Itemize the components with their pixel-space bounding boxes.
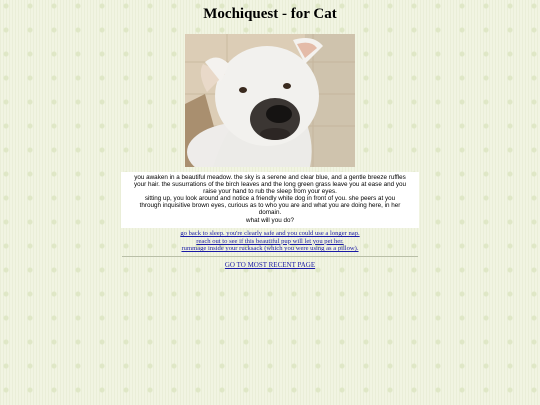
story-line: domain.	[258, 209, 282, 217]
footer-nav	[0, 261, 540, 269]
page-title: Mochiquest - for Cat	[203, 6, 337, 22]
white-dog-image	[185, 34, 355, 167]
choice-sleep-link[interactable]: go back to sleep. you're clearly safe and you could use a longer nap.	[180, 230, 360, 237]
story-text-box	[121, 172, 419, 228]
choice-list	[0, 230, 540, 253]
story-line: you awaken in a beautiful meadow. the sky is a serene and clear blue, and a gentle breeze ruffles	[134, 174, 406, 181]
choice-rucksack-link[interactable]: rummage inside your rucksack (which you were using as a pillow).	[181, 245, 359, 253]
most-recent-page-link[interactable]: GO TO MOST RECENT PAGE	[224, 261, 316, 269]
story-line: raise your hand to rub the sleep from your eyes.	[203, 188, 337, 196]
divider	[122, 256, 418, 257]
story-line: sitting up, you look around and notice a friendly white dog in front of you. she peers at you	[144, 195, 396, 203]
story-prompt: what will you do?	[246, 216, 294, 224]
choice-pet-dog-link[interactable]: reach out to see if this beautiful pup will let you pet her.	[196, 237, 344, 245]
dog-photo	[185, 34, 355, 167]
story-line: your hair. the susurrations of the birch leaves and the long green grass leave you at ease and you	[134, 181, 406, 189]
story-line: through inquisitive brown eyes, curious as to who you are and what you are doing here, in her	[139, 202, 401, 210]
